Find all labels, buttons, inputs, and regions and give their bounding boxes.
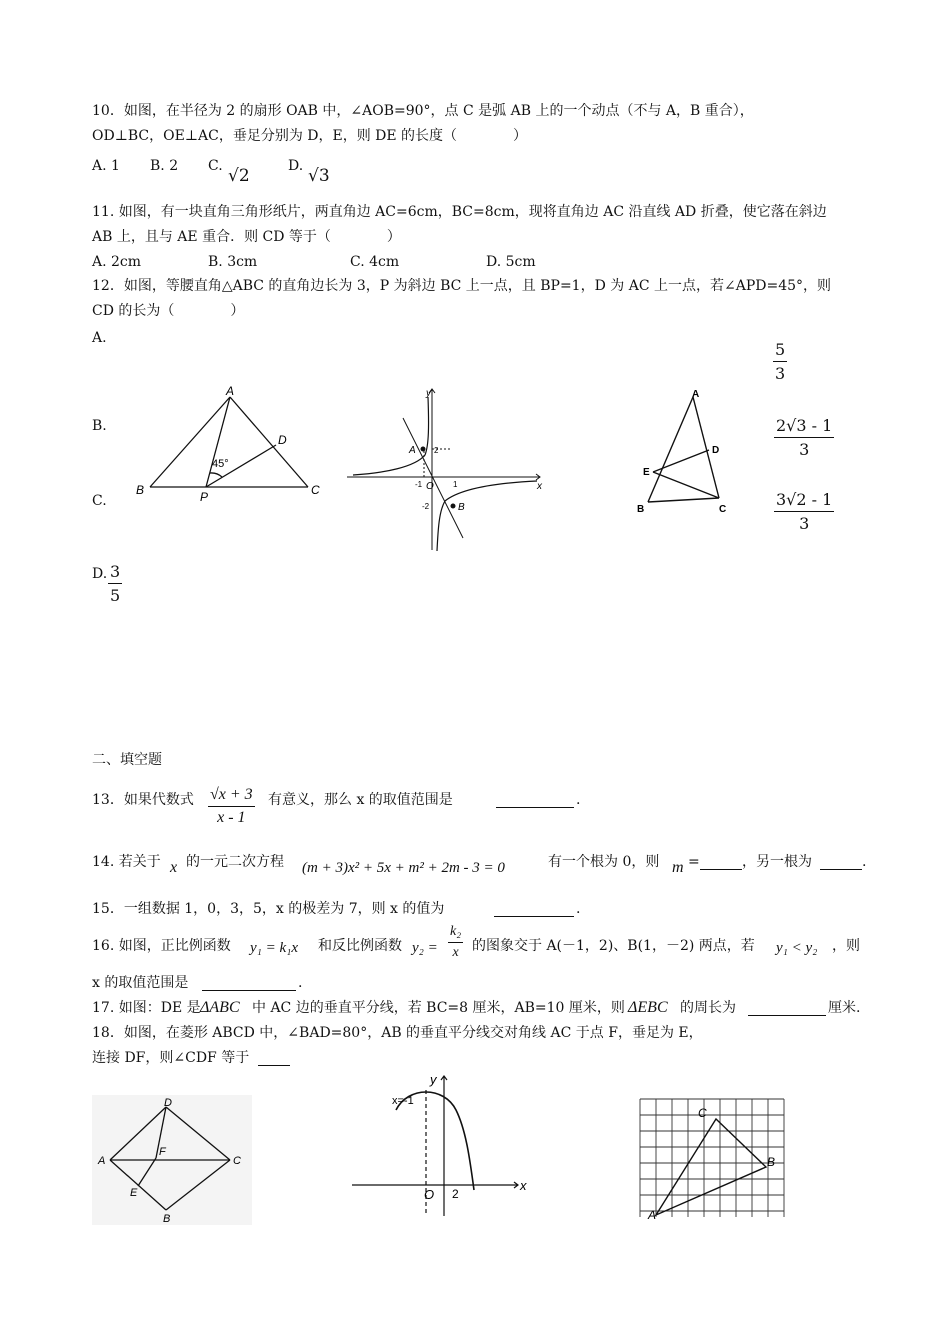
q12-fraction-d-den: 5 [110, 586, 121, 605]
q10-option-a: A. 1 [92, 158, 120, 174]
fig1-label-a: A [226, 384, 235, 398]
fig1-angle-label: 45° [212, 458, 229, 470]
q17-end: 厘米. [828, 1000, 861, 1016]
q16-line2-end: . [298, 975, 303, 991]
fig6-label-b: B [767, 1155, 776, 1169]
fig5-label-o: O [424, 1187, 435, 1202]
figure-hyperbola-graph [345, 385, 545, 555]
fig4-label-e: E [130, 1187, 138, 1199]
q14-prefix: 14. 若关于 [92, 854, 161, 870]
figure-rhombus [92, 1095, 252, 1225]
fig2-label-y: y [426, 388, 431, 399]
q11-line1: 11. 如图，有一块直角三角形纸片，两直角边 AC=6cm，BC=8cm，现将直角边 AC 沿直线 AD 折叠，使它落在斜边 [92, 204, 827, 220]
q18-line1: 18．如图，在菱形 ABCD 中，∠BAD=80°，AB 的垂直平分线交对角线 AC 于点 F，垂足为 E， [92, 1025, 703, 1041]
q13-suffix: 有意义，那么 x 的取值范围是 [268, 792, 453, 808]
fig5-label-x: x [520, 1178, 527, 1193]
q16-post: 的图象交于 A(－1，2)、B(1，－2) 两点，若 [472, 938, 755, 954]
fig2-label-a: A [409, 445, 416, 456]
q11-option-c: C. 4cm [350, 254, 400, 270]
fig3-label-c: C [719, 504, 727, 515]
q16-end: ，则 [832, 938, 860, 954]
fig1-label-c: C [311, 483, 320, 497]
fig2-tick-2: 2 [434, 446, 439, 455]
q13-answer-blank[interactable] [496, 793, 574, 808]
section-title-fill-in: 二、填空题 [92, 752, 162, 768]
q12-fraction-c-den: 3 [799, 514, 810, 533]
figure-folded-triangle [630, 385, 740, 520]
q12-fraction-a-num: 5 [773, 340, 787, 362]
fig4-label-a: A [98, 1155, 106, 1167]
q12-fraction-c [774, 490, 834, 533]
fig2-tick-minus2: -2 [422, 502, 430, 511]
q16-line2: x 的取值范围是 [92, 975, 189, 991]
fig3-label-b: B [637, 504, 645, 515]
fig5-axis-label: x=-1 [392, 1095, 414, 1107]
fig6-label-c: C [698, 1106, 707, 1120]
fig3-label-e: E [643, 467, 650, 478]
q14-var-m: m [672, 859, 684, 876]
q14-var-x: x [170, 859, 178, 876]
q17-post: 的周长为 [680, 1000, 736, 1016]
q16-func2-num: k₂ [448, 924, 463, 943]
q15-end: . [576, 901, 581, 917]
q17-mid: 中 AC 边的垂直平分线，若 BC=8 厘米，AB=10 厘米，则 [252, 1000, 625, 1016]
q16-mid: 和反比例函数 [318, 938, 402, 954]
q14-post: 有一个根为 0，则 [548, 854, 660, 870]
fig2-point-a [421, 447, 426, 452]
q12-fraction-c-num: 3√2 - 1 [774, 490, 834, 512]
q12-fraction-a-den: 3 [775, 364, 786, 383]
q16-inequality: y₁ < y₂ [776, 940, 818, 956]
q15-text: 15．一组数据 1，0，3，5，x 的极差为 7，则 x 的值为 [92, 901, 445, 917]
figure-grid-triangle [638, 1097, 788, 1222]
q10-line1: 10．如图，在半径为 2 的扇形 OAB 中，∠AOB=90°，点 C 是弧 AB 上的一个动点（不与 A，B 重合）， [92, 103, 754, 119]
fig2-tick-minus1: -1 [415, 480, 423, 489]
q11-option-d: D. 5cm [486, 254, 536, 270]
q10-option-d-value: √3 [308, 166, 330, 186]
q12-fraction-b-den: 3 [799, 440, 810, 459]
q12-fraction-d-num: 3 [108, 562, 122, 584]
q10-line2: OD⊥BC，OE⊥AC，垂足分别为 D，E，则 DE 的长度（ ） [92, 128, 528, 144]
q16-func2-fraction [448, 924, 463, 961]
q17-prefix: 17. 如图：DE 是 [92, 1000, 201, 1016]
fig3-label-a: A [692, 389, 700, 400]
q12-line2: CD 的长为（ ） [92, 303, 245, 319]
fig5-label-y: y [430, 1072, 437, 1087]
q16-answer-blank[interactable] [202, 976, 296, 991]
q12-option-d: D. [92, 566, 108, 582]
q17-triangle-ebc: ΔEBC [628, 999, 668, 1016]
q18-answer-blank[interactable] [258, 1051, 290, 1066]
q17-answer-blank[interactable] [748, 1001, 826, 1016]
q14-answer-blank-root[interactable] [820, 855, 862, 870]
q14-end: . [862, 854, 867, 870]
q14-mid: 的一元二次方程 [186, 854, 284, 870]
fig4-label-f: F [159, 1146, 166, 1158]
q12-option-b: B. [92, 418, 107, 434]
q11-line2: AB 上，且与 AE 重合．则 CD 等于（ ） [92, 229, 401, 245]
q12-line1: 12．如图，等腰直角△ABC 的直角边长为 3，P 为斜边 BC 上一点，且 BP=1，D 为 AC 上一点，若∠APD=45°，则 [92, 278, 832, 294]
q13-numerator: √x + 3 [208, 786, 255, 807]
q12-fraction-b [774, 416, 834, 459]
q13-denominator: x - 1 [217, 809, 246, 826]
q15-answer-blank[interactable] [494, 902, 574, 917]
q12-option-a: A. [92, 330, 107, 346]
q10-option-b: B. 2 [150, 158, 179, 174]
q14-answer-blank-m[interactable] [700, 855, 742, 870]
fig2-label-b: B [458, 502, 465, 513]
fig5-tick-2: 2 [452, 1187, 459, 1201]
q16-func1: y₁ = k₁x [250, 940, 299, 956]
q14-eq-sign: = [688, 854, 700, 870]
q12-fraction-d [108, 562, 122, 605]
q13-fraction [208, 786, 255, 827]
fig1-label-p: P [200, 490, 209, 504]
figure-triangle-apd [130, 385, 330, 505]
q18-line2: 连接 DF，则∠CDF 等于 [92, 1050, 250, 1066]
fig2-point-b [451, 504, 456, 509]
q12-option-c: C. [92, 493, 107, 509]
q13-prefix: 13．如果代数式 [92, 792, 194, 808]
q10-option-c-value: √2 [228, 166, 250, 186]
q13-end: . [576, 792, 581, 808]
fig4-label-c: C [233, 1155, 241, 1167]
q10-option-d: D. [288, 158, 304, 174]
fig4-label-d: D [164, 1097, 172, 1109]
fig4-label-b: B [163, 1213, 171, 1225]
q11-option-a: A. 2cm [92, 254, 142, 270]
q12-fraction-a [773, 340, 787, 383]
fig3-label-d: D [712, 445, 720, 456]
fig1-label-d: D [278, 433, 287, 447]
q16-prefix: 16. 如图，正比例函数 [92, 938, 231, 954]
q14-equation: (m + 3)x² + 5x + m² + 2m - 3 = 0 [302, 860, 505, 876]
q16-func2-lhs: y₂ = [412, 940, 438, 956]
fig1-label-b: B [136, 483, 145, 497]
q10-option-c: C. [208, 158, 223, 174]
q12-fraction-b-num: 2√3 - 1 [774, 416, 834, 438]
q16-func2-den: x [452, 945, 459, 960]
q14-post2: ，另一根为 [742, 854, 812, 870]
figure-parabola [348, 1070, 533, 1220]
fig2-tick-1: 1 [453, 480, 458, 489]
q17-triangle-abc: ΔABC [200, 999, 240, 1016]
fig2-label-x: x [537, 481, 542, 492]
fig6-label-a: A [648, 1208, 657, 1222]
fig2-label-o: O [426, 481, 434, 492]
q11-option-b: B. 3cm [208, 254, 258, 270]
